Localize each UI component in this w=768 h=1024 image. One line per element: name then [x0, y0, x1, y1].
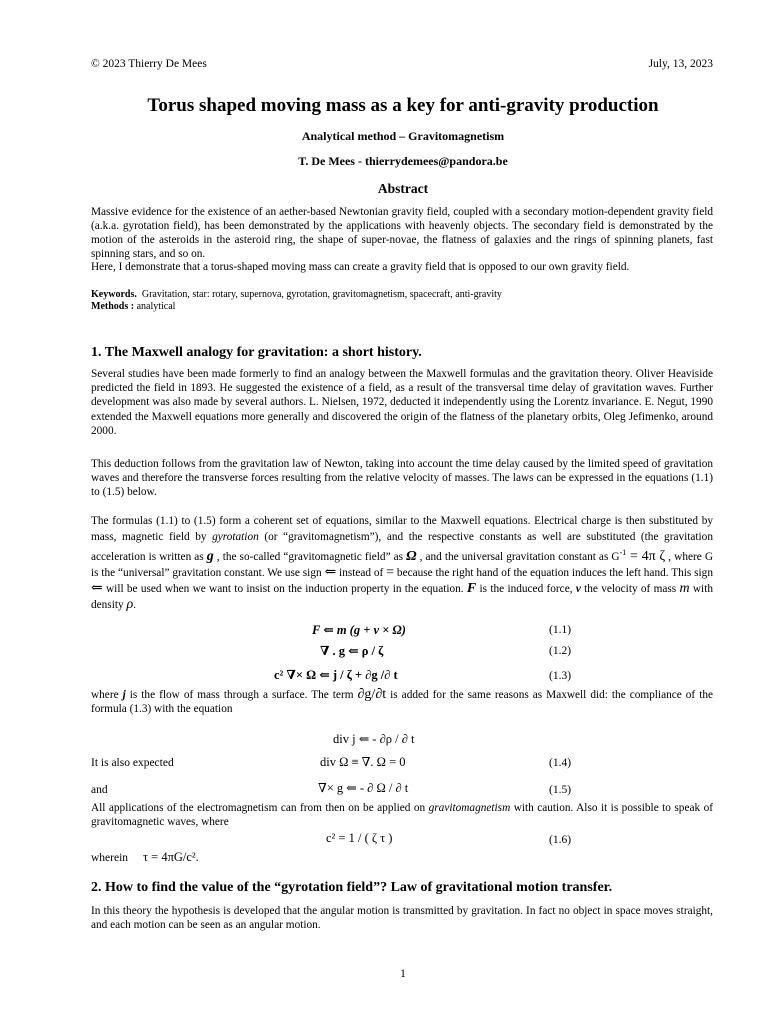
equation-number-1-3: (1.3): [549, 670, 572, 682]
equation-1-5: ∇× g ⇐ - ∂ Ω / ∂ t: [318, 781, 409, 795]
wherein-label: wherein: [91, 852, 129, 864]
tau-definition: τ = 4πG/c².: [143, 850, 199, 864]
equation-number-1-6: (1.6): [549, 834, 572, 846]
equation-number-1-2: (1.2): [549, 645, 572, 657]
section-2-paragraph-1: In this theory the hypothesis is developed that the angular motion is transmitted by gravitation. In fact no object in space moves straight, and each motion can be seen as an angular motion.: [91, 905, 713, 931]
equation-1-4: div Ω ≡ ∇. Ω = 0: [320, 755, 406, 769]
equation-1-2: ∇ . g ⇐ ρ / ζ: [320, 644, 384, 658]
section-1-heading: 1. The Maxwell analogy for gravitation: a short history.: [91, 345, 422, 360]
methods-line: [91, 301, 175, 313]
equation-div-j: div j ⇐ - ∂ρ / ∂ t: [333, 732, 415, 746]
equation-1-1: F ⇐ m (g + v × Ω): [312, 623, 406, 637]
abstract-heading: Abstract: [377, 181, 429, 196]
methods-label: Methods :: [91, 301, 135, 312]
header-date: July, 13, 2023: [648, 58, 713, 70]
section-1-paragraph-1: Several studies have been made formerly to find an analogy between the Maxwell formulas and the gravitation theory. Oliver Heaviside predicted the field in 1893. He suggested the existence of a field, as a result of the transversal time delay of gravitation waves. Further development was also made by several authors. L. Nielsen, 1972, deducted it independently using the Lorentz invariance. E. Negut, 1990 extended the Maxwell equations more generally and discovered the origin of the flatness of the planetary orbits, Oleg Jefimenko, around 2000.: [91, 368, 713, 437]
abstract-paragraph-1: Massive evidence for the existence of an aether-based Newtonian gravity field, coupled with a secondary motion-dependent gravity field (a.k.a. gyrotation field), has been demonstrated by the applications with heavenly objects. The secondary field is demonstrated by the motion of the asteroids in the asteroid ring, the shape of super-novae, the flatness of galaxies and the rings of spinning planets, fast spinning stars, and so on.: [91, 206, 713, 260]
also-expected-label: It is also expected: [91, 757, 174, 769]
header-copyright: © 2023 Thierry De Mees: [91, 58, 207, 70]
keywords-text: Gravitation, star: rotary, supernova, gyrotation, gravitomagnetism, spacecraft, anti-gravity: [141, 289, 502, 300]
section-1-paragraph-2: This deduction follows from the gravitation law of Newton, taking into account the time delay caused by the limited speed of gravitation waves and therefore the transverse forces resulting from the relative velocity of masses. The laws can be expressed in the equations (1.1) to (1.5) below.: [91, 458, 713, 499]
equation-number-1-4: (1.4): [549, 757, 572, 769]
section-1-paragraph-3: The formulas (1.1) to (1.5) form a coherent set of equations, similar to the Maxwell equations. Electrical charge is then substituted by mass, magnetic field by gyrotation (or “gravitomagnetism”), and the respective constants as well are substituted (the gravitation acceleration is written as g , the so-called “gravitomagnetic field” as Ω , and the universal gravitation constant as $G^{-1} = 4\pi$ ζ , where G is the “universal” gravitation constant. We use sign ⇐ instead of = because the right hand of the equation induces the left hand. This sign ⇐ will be used when we want to insist on the induction property in the equation. F is the induced force, v the velocity of mass m with density ρ.: [91, 515, 713, 612]
all-applications-paragraph: All applications of the electromagnetism can from then on be applied on gravitomagnetism with caution. Also it is possible to speak of gravitomagnetic waves, where: [91, 802, 713, 828]
author-line: T. De Mees - thierrydemees@pandora.be: [298, 154, 508, 168]
methods-text: analytical: [136, 301, 176, 312]
keywords-line: [91, 289, 502, 301]
and-label: and: [91, 784, 108, 796]
equation-1-3: c² ∇× Ω ⇐ j / ζ + ∂g /∂ t: [274, 668, 398, 682]
paper-subtitle: Analytical method – Gravitomagnetism: [301, 129, 505, 143]
keywords-label: Keywords.: [91, 289, 137, 300]
page-number: 1: [400, 968, 406, 980]
equation-number-1-5: (1.5): [549, 784, 572, 796]
section-2-heading: 2. How to find the value of the “gyrotation field”? Law of gravitational motion transfer.: [91, 880, 613, 895]
equation-number-1-1: (1.1): [549, 624, 572, 636]
equation-1-6: c² = 1 / ( ζ τ ): [326, 831, 393, 845]
where-paragraph: where j is the flow of mass through a surface. The term ∂g/∂t is added for the same reasons as Maxwell did: the compliance of the formula (1.3) with the equation: [91, 687, 713, 715]
abstract-paragraph-2: Here, I demonstrate that a torus-shaped moving mass can create a gravity field that is opposed to our own gravity field.: [91, 261, 630, 273]
paper-title: Torus shaped moving mass as a key for anti-gravity production: [147, 95, 659, 116]
